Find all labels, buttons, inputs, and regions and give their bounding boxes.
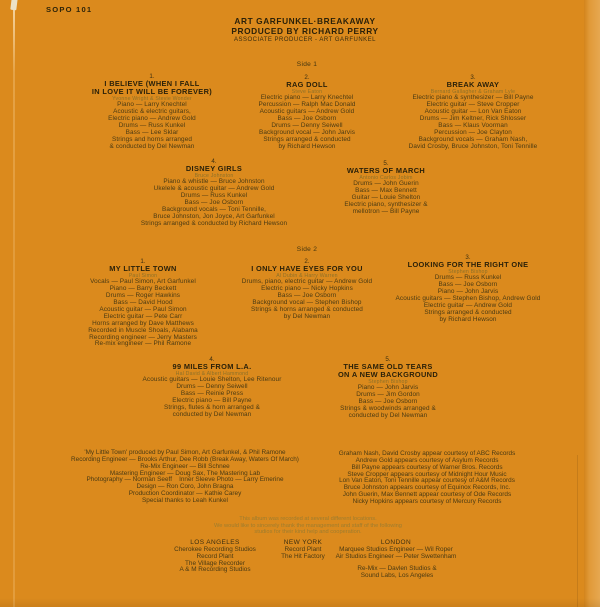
track-credits (291, 181, 481, 216)
studio-thanks-note (158, 516, 458, 536)
text-line: Photography — Norman Seeff Inner Sleeve Photo — Larry Emerine (86, 476, 284, 484)
remix-note (297, 566, 497, 580)
text-line: Electric guitar — Pete Carr (103, 312, 183, 320)
album-header (155, 17, 455, 45)
track-writer: Steve Eaton (291, 88, 323, 95)
text-line: A & M Recording Studios (179, 566, 251, 574)
text-line: Electric piano, synthesizer & (344, 201, 428, 209)
text-line: Bass — Joe Osborn (184, 199, 244, 207)
track-title: I BELIEVE (WHEN I FALL (104, 79, 200, 88)
text-line: conducted by Del Newman (172, 410, 252, 418)
track-title: WATERS OF MARCH (346, 166, 426, 175)
text-line: Cherokee Recording Studios (174, 545, 256, 553)
text-line: This album was recorded at several different locations. (239, 516, 377, 522)
side1-track5 (291, 160, 481, 216)
track-number: 1. (140, 258, 146, 265)
text-line: Bass — Joe Osborn (438, 281, 498, 289)
text-line: Graham Nash, David Crosby appear courtesy of ABC Records (338, 450, 516, 457)
text-line: Drums — Roger Hawkins (105, 292, 181, 300)
text-line: Drums — Jim Keltner, Rick Shlosser (419, 115, 527, 123)
track-number: 1. (149, 73, 155, 80)
sleeve-bottom-shadow (0, 598, 600, 607)
text-line: Sound Labs, Los Angeles (360, 571, 434, 579)
text-line: Electric piano & synthesizer — Bill Payne (412, 94, 534, 102)
text-line: Drums — Russ Kunkel (118, 121, 186, 129)
track-number: 5. (383, 160, 389, 167)
city-heading: NEW YORK (283, 539, 323, 546)
text-line: Andrew Gold appears courtesy of Asylum Records (355, 456, 499, 464)
track-number: 3. (470, 74, 476, 81)
text-line: conducted by Del Newman (348, 411, 428, 419)
track-title: MY LITTLE TOWN (109, 264, 177, 273)
track-title: 99 MILES FROM L.A. (172, 362, 252, 371)
track-writer: Paul Simon (128, 272, 158, 279)
text-line: Drums — Russ Kunkel (180, 192, 248, 200)
track-number: 5. (385, 356, 391, 363)
text-line: Electric guitar — Andrew Gold (423, 301, 513, 309)
text-line: Piano — Larry Knechtel (117, 101, 187, 109)
text-line: & conducted by Del Newman (109, 142, 195, 150)
text-line: Background vocal — John Jarvis (258, 128, 356, 136)
text-line: Piano — Barry Beckett (109, 285, 177, 293)
text-line: Re-Mix Engineer — Bill Schnee (140, 462, 230, 470)
track-number: 2. (304, 258, 310, 265)
track-number: 3. (465, 254, 471, 261)
text-line: Percussion — Ralph Mac Donald (258, 101, 356, 109)
text-line: John Guerin, Max Bennett appear courtesy of Ode Records (342, 491, 512, 499)
track-credits (288, 385, 488, 420)
text-line: Strings, flutes & horn arranged & (163, 403, 260, 411)
text-line: Drums — Denny Seiwell (176, 383, 248, 391)
text-line: Background vocals — Graham Nash, (418, 135, 528, 143)
text-line: Electric piano — Nicky Hopkins (261, 285, 353, 293)
album-title: ART GARFUNKEL·BREAKAWAY (234, 16, 376, 26)
text-line: Design — Ron Coro, John Bragna (136, 483, 234, 491)
text-line: Strings & horns arranged & conducted (251, 305, 363, 313)
text-line: Record Plant (284, 545, 322, 553)
text-line: Acoustic guitars — Andrew Gold (259, 108, 355, 116)
text-line: Bass — Reinie Press (180, 390, 244, 398)
track-writer: Stephen Bishop (368, 378, 408, 385)
text-line: Recording engineer — Jerry Masters (89, 333, 197, 341)
text-line: Bass — Max Bennett (355, 187, 417, 195)
text-line: Bruce Johnston, Jon Joyce, Art Garfunkel (153, 212, 275, 220)
text-line: Recorded in Muscle Shoals, Alabama (88, 326, 198, 334)
text-line: Strings and horns arranged (111, 135, 193, 143)
text-line: Marquee Studios Engineer — Wil Roper (339, 545, 453, 553)
track-credits (368, 275, 568, 323)
text-line: Drums — Russ Kunkel (434, 274, 502, 282)
text-line: Record Plant (196, 552, 234, 560)
text-line: Bass — Joe Osborn (277, 292, 337, 300)
text-line: Strings arranged & conducted (263, 135, 351, 143)
text-line: Re-Mix — Davlen Studios & (357, 565, 437, 572)
text-line: Lon Van Eaton, Toni Tennille appear courtesy of A&M Records (339, 477, 515, 485)
track-writer: Hal David & Albert Hammond (175, 370, 249, 377)
text-line: by Richard Hewson (278, 142, 336, 150)
track-number: 2. (304, 74, 310, 81)
track-title: THE SAME OLD TEARS (343, 362, 433, 371)
text-line: Drums, piano, electric guitar — Andrew Gold (241, 278, 373, 286)
track-title-line2: IN LOVE IT WILL BE FOREVER) (91, 86, 213, 96)
text-line: Background vocals — Toni Tennille, (161, 205, 267, 213)
text-line: Piano — John Jarvis (357, 384, 419, 392)
track-writer: Al Dubin & Harry Warren (276, 272, 338, 279)
text-line: Guitar — Louie Shelton (351, 194, 421, 202)
text-line: Piano — John Jarvis (437, 288, 499, 296)
text-line: 'My Little Town' produced by Paul Simon, Art Garfunkel, & Phil Ramone (84, 449, 286, 456)
track-title: LOOKING FOR THE RIGHT ONE (407, 260, 529, 269)
track-number: 4. (211, 158, 217, 165)
text-line: Piano & whistle — Bruce Johnston (163, 178, 265, 186)
text-line: The Village Recorder (185, 559, 245, 567)
text-line: The Hit Factory (281, 552, 325, 560)
text-line: Drums — Jim Gordon (356, 391, 420, 399)
catalog-number: SOPO 101 (46, 5, 93, 14)
track-writer: Bernard Gallagher & Graham Lyle (430, 88, 516, 95)
text-line: Ukelele & acoustic guitar — Andrew Gold (153, 185, 275, 193)
track-title: DISNEY GIRLS (185, 164, 243, 173)
text-line: Vocals — Paul Simon, Art Garfunkel (90, 278, 196, 286)
side2-label: Side 2 (296, 246, 318, 253)
text-line: Bruce Johnston appears courtesy of Equinox Records, Inc. (343, 484, 511, 492)
track-title: RAG DOLL (286, 80, 328, 89)
text-line: Electric piano — Larry Knechtel (260, 94, 354, 102)
associate-producer-credit: ASSOCIATE PRODUCER - ART GARFUNKEL (233, 37, 377, 44)
text-line: by Richard Hewson (439, 315, 497, 323)
sleeve-right-edge (584, 0, 600, 607)
text-line: David Crosby, Bruce Johnston, Toni Tennille (408, 142, 538, 150)
text-line: Nicky Hopkins appears courtesy of Mercury Records (352, 497, 502, 505)
text-line: Bass — David Hood (113, 299, 173, 307)
studios-london (306, 540, 486, 561)
text-line: Background vocal — Stephen Bishop (252, 299, 362, 307)
text-line: Acoustic guitar — Paul Simon (99, 305, 187, 313)
text-line: by Del Newman (283, 312, 331, 320)
track-title: I ONLY HAVE EYES FOR YOU (251, 264, 363, 273)
track-title: BREAK AWAY (446, 80, 500, 89)
text-line: Air Studios Engineer — Peter Swettenham (335, 552, 457, 560)
text-line: Strings arranged & conducted by Richard Hewson (140, 219, 288, 227)
city-heading: LONDON (380, 539, 412, 546)
text-line: Steve Cropper appears courtesy of Midnight Hour Music (347, 470, 507, 478)
text-line: Electric guitar — Steve Cropper (426, 101, 520, 109)
production-credits (35, 450, 335, 505)
text-line: Special thanks to Leah Kunkel (142, 496, 228, 504)
side2-track5 (288, 356, 488, 420)
text-line: Acoustic guitar — Lon Van Eaton (424, 108, 522, 116)
text-line: Electric piano — Andrew Gold (108, 115, 196, 123)
text-line: Strings arranged & conducted (424, 308, 512, 316)
sleeve-corner-wear (10, 0, 17, 10)
sleeve-right-edge-line (577, 455, 578, 607)
text-line: Strings & woodwinds arranged & (340, 404, 436, 412)
text-line: Electric piano — Bill Payne (172, 397, 252, 405)
track-writer: Antonio Carlos Jobim (359, 174, 413, 181)
text-line: Acoustic & electric guitars, (113, 108, 191, 116)
text-line: Bass — Joe Osborn (358, 398, 418, 406)
text-line: Bass — Joe Osborn (277, 115, 337, 123)
track-writer: Yvonne Wright & Stevie Wonder (112, 95, 192, 102)
text-line: Drums — John Guerin (353, 180, 419, 188)
side2-track3 (368, 254, 568, 324)
sleeve-spine-crease (13, 0, 15, 607)
text-line: mellotron — Bill Payne (352, 207, 420, 215)
city-heading: LOS ANGELES (190, 539, 240, 546)
track-writer: Stephen Bishop (448, 268, 488, 275)
text-line: Percussion — Joe Clayton (434, 128, 512, 136)
text-line: studios for their kind help and cooperation. (254, 529, 362, 535)
track-writer: Bruce Johnston (194, 172, 234, 179)
track-title-line2: ON A NEW BACKGROUND (337, 369, 439, 379)
side1-track3 (373, 74, 573, 151)
courtesy-credits (307, 451, 547, 506)
text-line: Recording Engineer — Brooks Arthur, Dee Robb (Break Away, Waters Of March) (71, 455, 299, 463)
text-line: Mastering Engineer — Doug Sax, The Mastering Lab (109, 469, 261, 477)
track-number: 4. (209, 356, 215, 363)
studio-list (306, 547, 486, 561)
text-line: Bass — Klaus Voorman (438, 121, 508, 129)
text-line: Bill Payne appears courtesy of Warner Bros. Records (351, 463, 503, 471)
side1-label: Side 1 (296, 61, 318, 68)
text-line: We would like to sincerely thank the management and staff of the following (214, 522, 402, 529)
text-line: Acoustic guitars — Louie Shelton, Lee Ritenour (142, 376, 282, 384)
text-line: Acoustic guitars — Stephen Bishop, Andrew Gold (395, 295, 541, 303)
text-line: Re-mix engineer — Phil Ramone (94, 340, 192, 348)
text-line: Production Coordinator — Kathie Carey (128, 490, 242, 498)
track-credits (373, 95, 573, 150)
producer-credit: PRODUCED BY RICHARD PERRY (231, 25, 379, 36)
text-line: Drums — Denny Seiwell (271, 121, 343, 129)
text-line: Bass — Lee Sklar (125, 128, 179, 136)
text-line: Horns arranged by Dave Matthews (92, 319, 194, 327)
